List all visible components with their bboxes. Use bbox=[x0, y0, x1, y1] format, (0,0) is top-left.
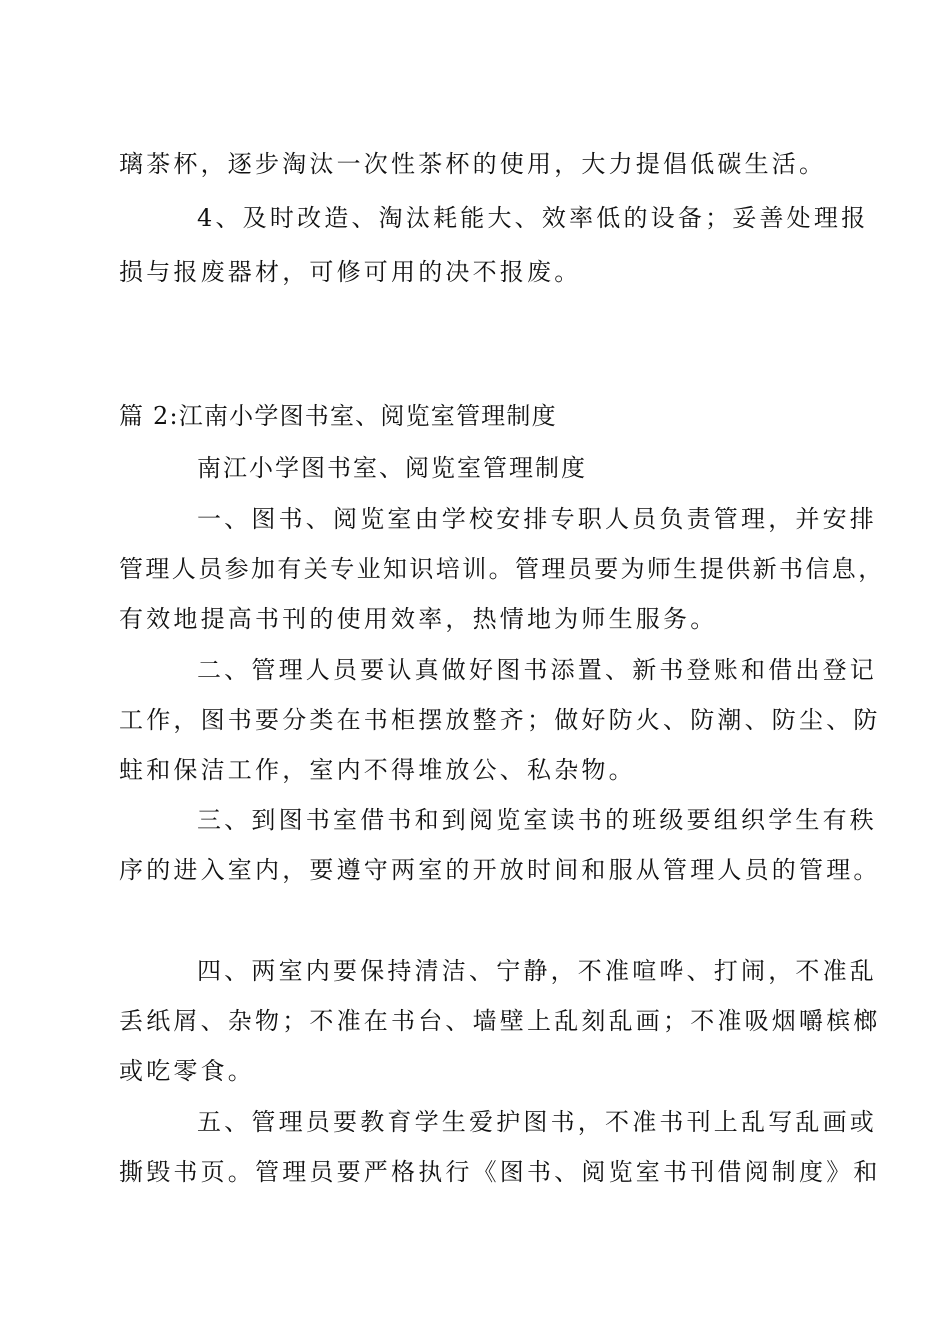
section-heading: 篇 2:江南小学图书室、阅览室管理制度 bbox=[119, 402, 557, 430]
document-title: 南江小学图书室、阅览室管理制度 bbox=[197, 454, 587, 482]
paragraph-line: 有效地提高书刊的使用效率，热情地为师生服务。 bbox=[119, 605, 718, 633]
paragraph-line: 管理人员参加有关专业知识培训。管理员要为师生提供新书信息， bbox=[119, 555, 885, 583]
paragraph-line: 或吃零食。 bbox=[119, 1057, 255, 1085]
paragraph-line: 撕毁书页。管理员要严格执行《图书、阅览室书刊借阅制度》和 bbox=[119, 1158, 881, 1186]
paragraph-line: 4、及时改造、淘汰耗能大、效率低的设备；妥善处理报 bbox=[197, 204, 869, 232]
paragraph-line: 蛀和保洁工作，室内不得堆放公、私杂物。 bbox=[119, 756, 636, 784]
paragraph-line: 三、到图书室借书和到阅览室读书的班级要组织学生有秩 bbox=[197, 806, 877, 834]
paragraph-line: 序的进入室内，要遵守两室的开放时间和服从管理人员的管理。 bbox=[119, 856, 881, 884]
paragraph-line: 四、两室内要保持清洁、宁静，不准喧哗、打闹，不准乱 bbox=[197, 957, 877, 985]
paragraph-line: 工作，图书要分类在书柜摆放整齐；做好防火、防潮、防尘、防 bbox=[119, 706, 881, 734]
paragraph-line: 丢纸屑、杂物；不准在书台、墙壁上乱刻乱画；不准吸烟嚼槟榔 bbox=[119, 1007, 881, 1035]
paragraph-line: 损与报废器材，可修可用的决不报废。 bbox=[119, 258, 582, 286]
paragraph-line: 璃茶杯，逐步淘汰一次性茶杯的使用，大力提倡低碳生活。 bbox=[119, 150, 827, 178]
paragraph-line: 二、管理人员要认真做好图书添置、新书登账和借出登记 bbox=[197, 656, 877, 684]
paragraph-line: 一、图书、阅览室由学校安排专职人员负责管理，并安排 bbox=[197, 505, 877, 533]
paragraph-line: 五、管理员要教育学生爱护图书，不准书刊上乱写乱画或 bbox=[197, 1108, 877, 1136]
